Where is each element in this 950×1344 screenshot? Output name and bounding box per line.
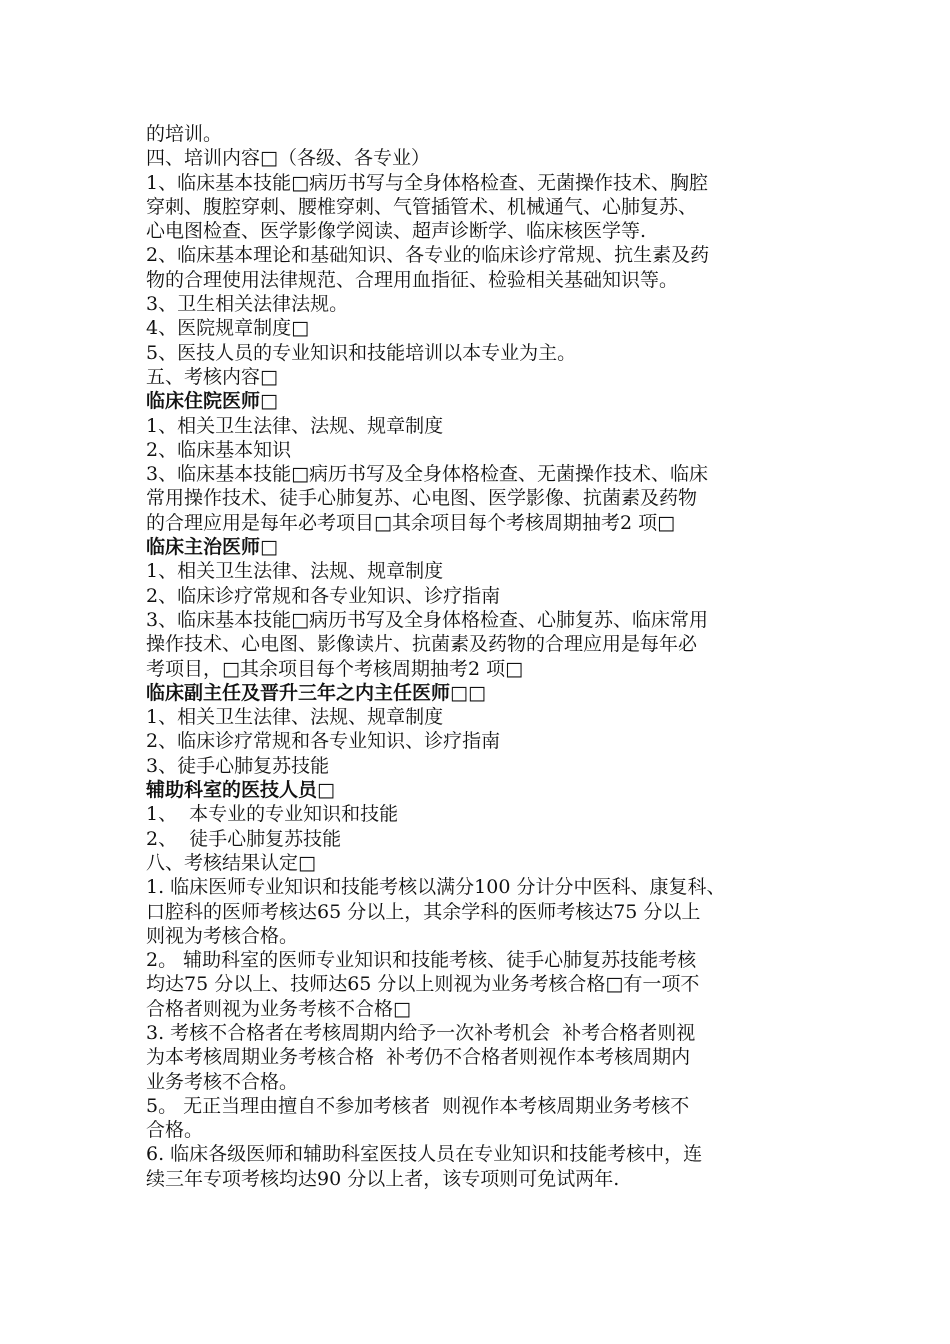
text-line: 则视为考核合格。 [146,924,299,947]
section-heading: 临床副主任及晋升三年之内主任医师□□ [146,681,486,704]
text-line: 续三年专项考核均达90 分以上者，该专项则可免试两年. [146,1167,620,1190]
text-line: 常用操作技术、徒手心肺复苏、心电图、医学影像、抗菌素及药物 [146,487,698,510]
text-line: 2、 徒手心肺复苏技能 [146,827,342,850]
text-line: 操作技术、心电图、影像读片、抗菌素及药物的合理应用是每年必 [146,633,698,656]
text-line: 3、临床基本技能□病历书写及全身体格检查、无菌操作技术、临床 [146,463,709,486]
text-line: 考项目，□其余项目每个考核周期抽考2 项□ [146,657,524,680]
text-line: 2。 辅助科室的医师专业知识和技能考核、徒手心肺复苏技能考核 [146,949,697,972]
text-line: 五、考核内容□ [146,365,278,388]
section-heading: 临床主治医师□ [146,536,278,559]
text-line: 心电图检查、医学影像学阅读、超声诊断学、临床核医学等. [146,220,647,243]
text-line: 1、临床基本技能□病历书写与全身体格检查、无菌操作技术、胸腔 [146,171,709,194]
text-line: 2、临床诊疗常规和各专业知识、诊疗指南 [146,584,501,607]
text-line: 物的合理使用法律规范、合理用血指征、检验相关基础知识等。 [146,268,679,291]
text-line: 合格者则视为业务考核不合格□ [146,997,411,1020]
text-line: 2、临床基本理论和基础知识、各专业的临床诊疗常规、抗生素及药 [146,244,710,267]
text-line: 3. 考核不合格者在考核周期内给予一次补考机会 补考合格者则视 [146,1021,696,1044]
text-line: 5、医技人员的专业知识和技能培训以本专业为主。 [146,341,577,364]
text-line: 的合理应用是每年必考项目□其余项目每个考核周期抽考2 项□ [146,511,676,534]
text-line: 2、临床诊疗常规和各专业知识、诊疗指南 [146,730,501,753]
text-line: 1. 临床医师专业知识和技能考核以满分100 分计分中医科、康复科、 [146,876,726,899]
text-line: 1、相关卫生法律、法规、规章制度 [146,560,444,583]
document-body [146,122,846,1191]
text-line: 口腔科的医师考核达65 分以上，其余学科的医师考核达75 分以上 [146,900,701,923]
section-heading: 临床住院医师□ [146,390,278,413]
text-line: 6. 临床各级医师和辅助科室医技人员在专业知识和技能考核中，连 [146,1143,703,1166]
text-line: 2、临床基本知识 [146,438,292,461]
text-line: 1、 本专业的专业知识和技能 [146,803,399,826]
text-line: 3、卫生相关法律法规。 [146,293,349,316]
text-line: 1、相关卫生法律、法规、规章制度 [146,414,444,437]
text-line: 1、相关卫生法律、法规、规章制度 [146,706,444,729]
text-line: 5。 无正当理由擅自不参加考核者 则视作本考核周期业务考核不 [146,1094,690,1117]
text-line: 业务考核不合格。 [146,1070,299,1093]
text-line: 4、医院规章制度□ [146,317,310,340]
text-line: 为本考核周期业务考核合格 补考仍不合格者则视作本考核周期内 [146,1046,691,1069]
text-line: 的培训。 [146,123,223,145]
text-line: 合格。 [146,1119,204,1142]
text-line: 3、临床基本技能□病历书写及全身体格检查、心肺复苏、临床常用 [146,608,709,631]
text-line: 穿刺、腹腔穿刺、腰椎穿刺、气管插管术、机械通气、心肺复苏、 [146,195,698,218]
text-line: 3、徒手心肺复苏技能 [146,754,330,777]
text-line: 四、培训内容□（各级、各专业） [146,147,430,170]
section-heading: 辅助科室的医技人员□ [146,779,335,802]
text-line: 均达75 分以上、技师达65 分以上则视为业务考核合格□有一项不 [146,973,700,996]
text-line: 八、考核结果认定□ [146,851,316,874]
